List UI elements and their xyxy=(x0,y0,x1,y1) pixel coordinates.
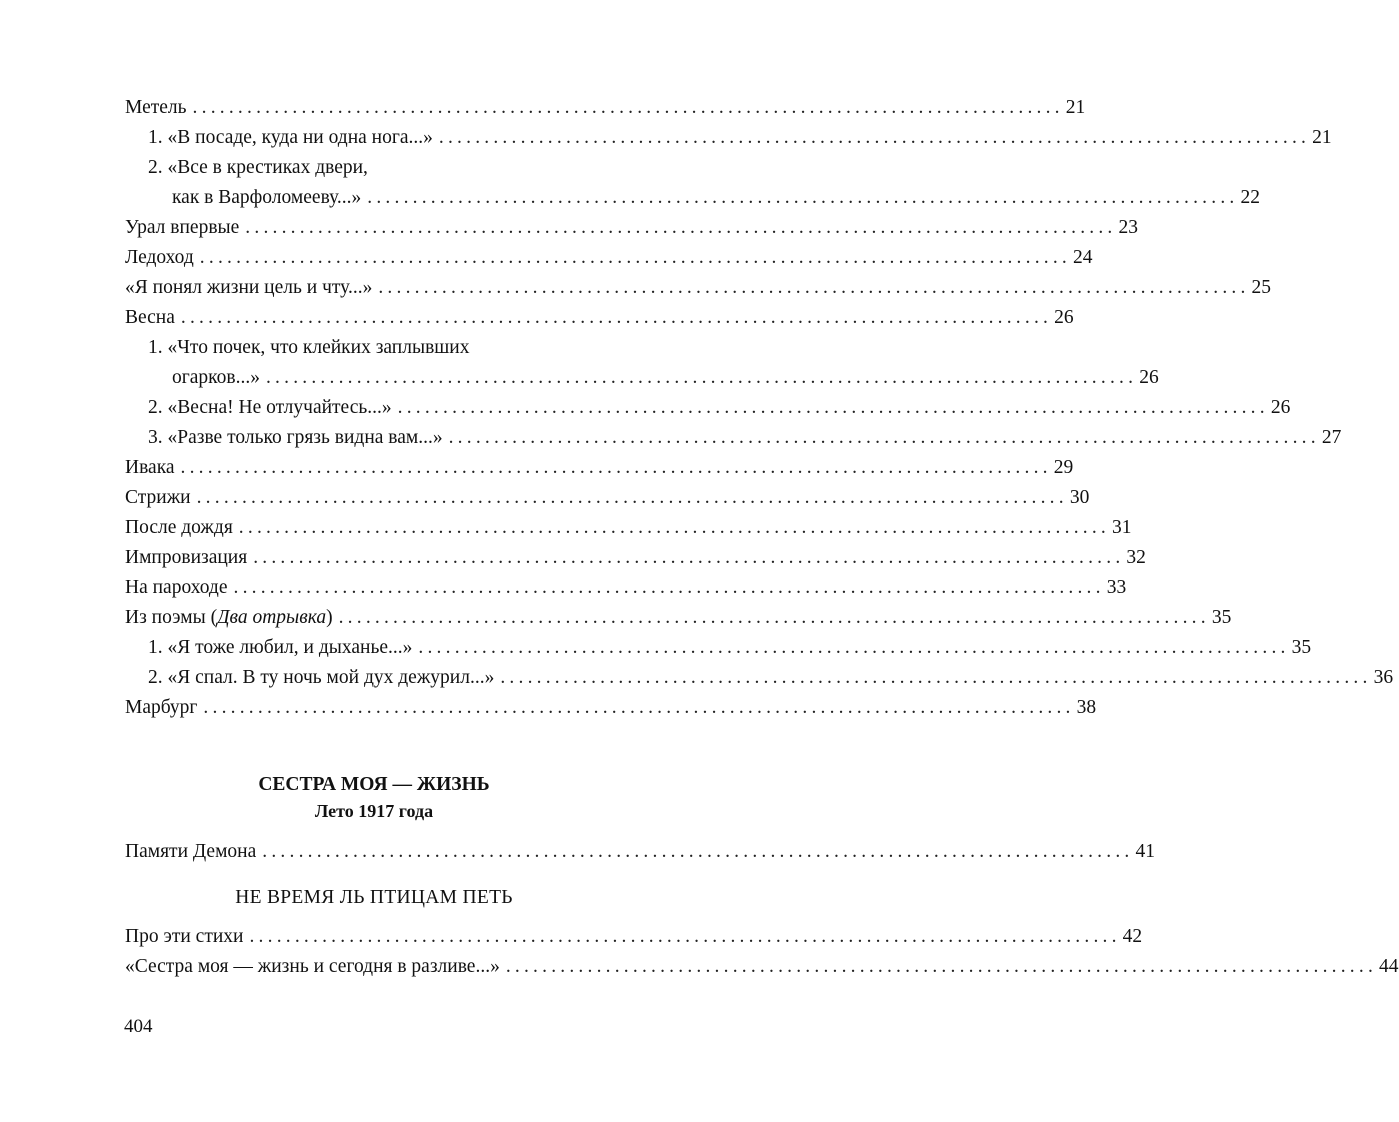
dot-leader: ................................................................................................ xyxy=(397,397,1269,418)
toc-entry-iz-poemy xyxy=(125,603,1232,633)
page-number: 404 xyxy=(124,1016,153,1037)
toc-entry-improvizatsiya xyxy=(125,543,1146,573)
toc-entry-iz-poemy-1 xyxy=(125,633,1312,663)
toc-entry-label: Ивака xyxy=(125,457,175,478)
toc-page-number: 38 xyxy=(1076,697,1097,718)
dot-leader: ................................................................................................ xyxy=(265,367,1138,388)
dot-leader: ................................................................................................ xyxy=(378,277,1250,298)
dot-leader: ................................................................................................ xyxy=(253,547,1125,568)
toc-page-number: 42 xyxy=(1122,926,1143,947)
toc-page-number: 26 xyxy=(1139,367,1159,388)
toc-entry-label: Марбург xyxy=(125,697,198,718)
toc-entry-pro-eti-stikhi xyxy=(125,922,1143,952)
toc-entry-label: 2. «Я спал. В ту ночь мой дух дежурил...» xyxy=(148,667,495,688)
toc-page-number: 29 xyxy=(1053,457,1074,478)
dot-leader: ................................................................................................ xyxy=(180,457,1052,478)
toc-entry-pamyati-demona xyxy=(125,837,1155,867)
toc-entry-posle-dozhdya xyxy=(125,513,1132,543)
dot-leader: ................................................................................................ xyxy=(203,697,1075,718)
toc-entry-label: Урал впервые xyxy=(125,217,240,238)
toc-entry-vesna-3 xyxy=(125,423,1342,453)
dot-leader: ................................................................................................ xyxy=(448,427,1320,448)
toc-entry-label: «Сестра моя — жизнь и сегодня в разливе...» xyxy=(125,956,500,977)
toc-entry-label-italic: Два отрывка xyxy=(217,607,327,628)
toc-entry-iz-poemy-2 xyxy=(125,663,1394,693)
dot-leader: ................................................................................................ xyxy=(199,247,1071,268)
toc-entry-strizhi xyxy=(125,483,1090,513)
toc-entry-label: «Я понял жизни цель и чту...» xyxy=(125,277,373,298)
toc-entry-label: На пароходе xyxy=(125,577,228,598)
toc-entry-sestra-moya xyxy=(125,952,1399,982)
dot-leader: ................................................................................................ xyxy=(180,307,1053,328)
toc-entry-ivaka xyxy=(125,453,1074,483)
toc-entry-label: После дождя xyxy=(125,517,233,538)
table-of-contents xyxy=(125,93,1399,982)
toc-page-number: 30 xyxy=(1069,487,1090,508)
toc-entry-label: 1. «В посаде, куда ни одна нога...» xyxy=(148,127,433,148)
toc-page-number: 22 xyxy=(1240,187,1260,208)
dot-leader: ................................................................................................ xyxy=(438,127,1311,148)
dot-leader: ................................................................................................ xyxy=(505,956,1378,977)
toc-page-number: 31 xyxy=(1112,517,1132,538)
dot-leader: ................................................................................................ xyxy=(192,97,1064,118)
toc-page-number: 24 xyxy=(1073,247,1093,268)
dot-leader: ................................................................................................ xyxy=(500,667,1372,688)
toc-page-number: 35 xyxy=(1211,607,1232,628)
toc-page-number: 21 xyxy=(1065,97,1086,118)
dot-leader: ................................................................................................ xyxy=(196,487,1068,508)
toc-entry-metel xyxy=(125,93,1086,123)
toc-entry-vesna xyxy=(125,303,1074,333)
dot-leader: ................................................................................................ xyxy=(367,187,1239,208)
dot-leader: ................................................................................................ xyxy=(233,577,1105,598)
section-subtitle-sestra: Лето 1917 года xyxy=(314,801,434,821)
toc-entry-ya-ponyal xyxy=(125,273,1272,303)
toc-page-number: 41 xyxy=(1135,841,1155,862)
toc-entry-label-line1: 1. «Что почек, что клейких заплывших xyxy=(148,337,470,358)
section-title-ne-vremya: НЕ ВРЕМЯ ЛЬ ПТИЦАМ ПЕТЬ xyxy=(235,887,513,908)
toc-page-number: 32 xyxy=(1126,547,1146,568)
toc-page-number: 21 xyxy=(1312,127,1332,148)
toc-entry-label-line2: как в Варфоломееву...» xyxy=(172,187,362,208)
toc-entry-label: Памяти Демона xyxy=(125,841,257,862)
toc-entry-label: 2. «Весна! Не отлучайтесь...» xyxy=(148,397,392,418)
toc-entry-vesna-1 xyxy=(125,333,1159,393)
toc-entry-label: Стрижи xyxy=(125,487,191,508)
toc-entry-label-line2: огарков...» xyxy=(172,367,260,388)
toc-entry-label-line1: 2. «Все в крестиках двери, xyxy=(148,157,368,178)
toc-entry-label: Ледоход xyxy=(125,247,194,268)
toc-entry-label: Метель xyxy=(125,97,187,118)
section-title-sestra: СЕСТРА МОЯ — ЖИЗНЬ xyxy=(258,774,490,795)
toc-page-number: 36 xyxy=(1373,667,1394,688)
dot-leader: ................................................................................................ xyxy=(418,637,1290,658)
toc-entry-vesna-2 xyxy=(125,393,1291,423)
toc-entry-label: Импровизация xyxy=(125,547,248,568)
toc-page-number: 26 xyxy=(1054,307,1074,328)
toc-page-number: 44 xyxy=(1379,956,1399,977)
toc-page-number: 25 xyxy=(1251,277,1272,298)
toc-entry-na-parokhode xyxy=(125,573,1127,603)
dot-leader: ................................................................................................ xyxy=(338,607,1210,628)
toc-entry-label: Весна xyxy=(125,307,175,328)
toc-page-number: 26 xyxy=(1270,397,1291,418)
toc-entry-marburg xyxy=(125,693,1097,723)
dot-leader: ................................................................................................ xyxy=(245,217,1117,238)
toc-entry-ledokhod xyxy=(125,243,1093,273)
toc-page-number: 33 xyxy=(1106,577,1127,598)
toc-entry-label: 1. «Я тоже любил, и дыханье...» xyxy=(148,637,413,658)
toc-entry-ural xyxy=(125,213,1138,243)
toc-entry-label-prefix: Из поэмы ( xyxy=(125,607,218,628)
toc-page-number: 23 xyxy=(1118,217,1138,238)
toc-entry-label: 3. «Разве только грязь видна вам...» xyxy=(148,427,443,448)
toc-entry-metel-2 xyxy=(125,153,1260,213)
toc-entry-label xyxy=(125,603,339,633)
toc-entry-metel-1 xyxy=(125,123,1332,153)
toc-entry-label-suffix: ) xyxy=(326,607,333,628)
dot-leader: ................................................................................................ xyxy=(249,926,1121,947)
dot-leader: ................................................................................................ xyxy=(262,841,1134,862)
toc-page-number: 27 xyxy=(1321,427,1342,448)
dot-leader: ................................................................................................ xyxy=(238,517,1110,538)
toc-entry-label: Про эти стихи xyxy=(125,926,244,947)
toc-page-number: 35 xyxy=(1291,637,1312,658)
